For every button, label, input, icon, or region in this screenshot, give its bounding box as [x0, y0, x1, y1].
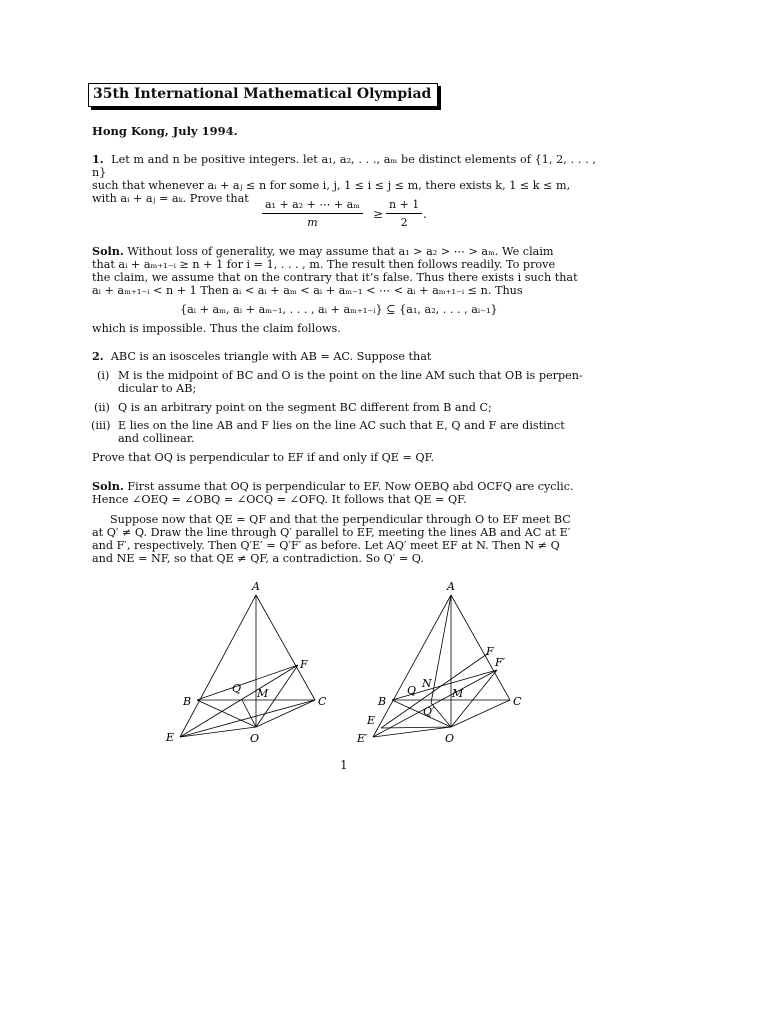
- soln-1-line-2: that aᵢ + aₘ₊₁₋ᵢ ≥ n + 1 for i = 1, . . . , m. The result then follows readily. To prove: [92, 258, 556, 271]
- formula-denominator: m: [307, 216, 318, 229]
- line-BO: [197, 700, 256, 727]
- line-EO: [180, 727, 256, 737]
- label-Q: Q: [407, 684, 417, 697]
- condition-i-line-2: dicular to AB;: [118, 382, 197, 395]
- line-E2O: [373, 727, 451, 737]
- label-F: F: [300, 658, 308, 671]
- condition-iii-line-2: and collinear.: [118, 432, 195, 445]
- label-B: B: [183, 695, 192, 708]
- line-AQ2: [431, 595, 451, 703]
- label-A: A: [447, 580, 455, 593]
- soln-2-p2-line-2: at Q′ ≠ Q. Draw the line through Q′ parallel to EF, meeting the lines AB and AC at E′: [92, 526, 571, 539]
- problem-1-formula-lhs: [262, 198, 363, 229]
- soln-2-line-1: First assume that OQ is perpendicular to EF. Now OEBQ abd OCFQ are cyclic.: [127, 480, 574, 493]
- label-N: N: [422, 677, 432, 690]
- label-E: E: [166, 731, 175, 744]
- problem-1-line-2: such that whenever aᵢ + aⱼ ≤ n for some i, j, 1 ≤ i ≤ j ≤ m, there exists k, 1 ≤ k ≤ m,: [92, 179, 571, 192]
- condition-i-line-1: M is the midpoint of BC and O is the point on the line AM such that OB is perpen-: [118, 369, 583, 382]
- formula-rhs-numerator: n + 1: [386, 198, 422, 214]
- page-number: 1: [340, 758, 348, 772]
- label-M: M: [452, 687, 464, 700]
- condition-i-label: (i): [97, 369, 110, 382]
- condition-i-text: [118, 369, 596, 395]
- condition-ii-label: (ii): [94, 401, 110, 414]
- label-C: C: [318, 695, 327, 708]
- problem-2-prove: Prove that OQ is perpendicular to EF if and only if QE = QF.: [92, 451, 435, 464]
- problem-2-statement: [92, 350, 596, 363]
- soln-label-1: Soln.: [92, 244, 124, 258]
- line-EC: [180, 700, 315, 737]
- condition-ii-text: Q is an arbitrary point on the segment BC different from B and C;: [118, 401, 492, 414]
- soln-2-line-2: Hence ∠OEQ = ∠OBQ = ∠OCQ = ∠OFQ. It follows that QE = QF.: [92, 493, 467, 506]
- line-BF: [197, 665, 298, 700]
- label-O: O: [445, 732, 455, 745]
- soln-label-2: Soln.: [92, 479, 124, 493]
- problem-1-formula-rhs: [386, 198, 422, 229]
- label-F-prime: F′: [495, 656, 506, 669]
- line-EF: [180, 665, 298, 737]
- soln-2-p2-line-4: and NE = NF, so that QE ≠ QF, a contradiction. So Q′ = Q.: [92, 552, 424, 565]
- formula-numerator: a₁ + a₂ + ⋯ + aₘ: [262, 198, 363, 214]
- condition-iii-line-1: E lies on the line AB and F lies on the line AC such that E, Q and F are distinct: [118, 419, 565, 432]
- label-M: M: [257, 687, 269, 700]
- label-Q: Q: [232, 682, 242, 695]
- condition-iii-label: (iii): [91, 419, 111, 432]
- soln-1-line-5: which is impossible. Thus the claim follows.: [92, 322, 341, 335]
- line-QO: [242, 700, 256, 727]
- problem-2-intro: ABC is an isosceles triangle with AB = AC. Suppose that: [110, 350, 432, 363]
- formula-period: .: [423, 207, 427, 221]
- figure-left: [150, 570, 350, 750]
- line-AE: [180, 595, 256, 737]
- location-date: Hong Kong, July 1994.: [92, 124, 238, 138]
- label-E-prime: E′: [357, 732, 368, 745]
- line-BO: [392, 700, 451, 727]
- label-Q-prime: Q′: [423, 705, 435, 718]
- soln-1-formula: {aᵢ + aₘ, aᵢ + aₘ₋₁, . . . , aᵢ + aₘ₊₁₋ᵢ} ⊆ {a₁, a₂, . . . , aᵢ₋₁}: [180, 303, 498, 316]
- figure-right: [345, 570, 545, 750]
- label-E: E: [367, 714, 376, 727]
- line-AC: [256, 595, 315, 700]
- line-AC: [451, 595, 510, 700]
- problem-1-line-1: Let m and n be positive integers. let a₁, a₂, . . ., aₘ be distinct elements of {1, 2, . . . , n}: [92, 153, 596, 179]
- formula-rhs-denominator: 2: [400, 216, 408, 229]
- label-O: O: [250, 732, 260, 745]
- soln-2-p2-line-1: Suppose now that QE = QF and that the perpendicular through O to EF meet BC: [110, 513, 571, 526]
- soln-1-line-4: aᵢ + aₘ₊₁₋ᵢ < n + 1 Then aᵢ < aᵢ + aₘ < aᵢ + aₘ₋₁ < ⋯ < aᵢ + aₘ₊₁₋ᵢ ≤ n. Thus: [92, 284, 523, 297]
- problem-2-solution-p2: [92, 513, 596, 565]
- page-title: 35th International Mathematical Olympiad: [93, 86, 432, 102]
- soln-2-p2-line-3: and F′, respectively. Then Q′E′ = Q′F′ as before. Let AQ′ meet EF at N. Then N ≠ Q: [92, 539, 560, 552]
- problem-1-line-3: with aᵢ + aⱼ = aₖ. Prove that: [92, 192, 249, 205]
- problem-1-solution: [92, 245, 596, 297]
- label-F: F: [486, 645, 494, 658]
- label-A: A: [252, 580, 260, 593]
- problem-1-number: 1.: [92, 152, 104, 166]
- label-B: B: [378, 695, 387, 708]
- soln-1-line-1: Without loss of generality, we may assume that a₁ > a₂ > ⋯ > aₘ. We claim: [127, 245, 554, 258]
- formula-relation: ≥: [373, 207, 384, 221]
- condition-iii-text: [118, 419, 596, 445]
- label-C: C: [513, 695, 522, 708]
- soln-1-line-3: the claim, we assume that on the contrary that it’s false. Thus there exists i such that: [92, 271, 578, 284]
- problem-2-number: 2.: [92, 349, 104, 363]
- line-CO: [451, 700, 510, 727]
- problem-2-solution: [92, 480, 596, 506]
